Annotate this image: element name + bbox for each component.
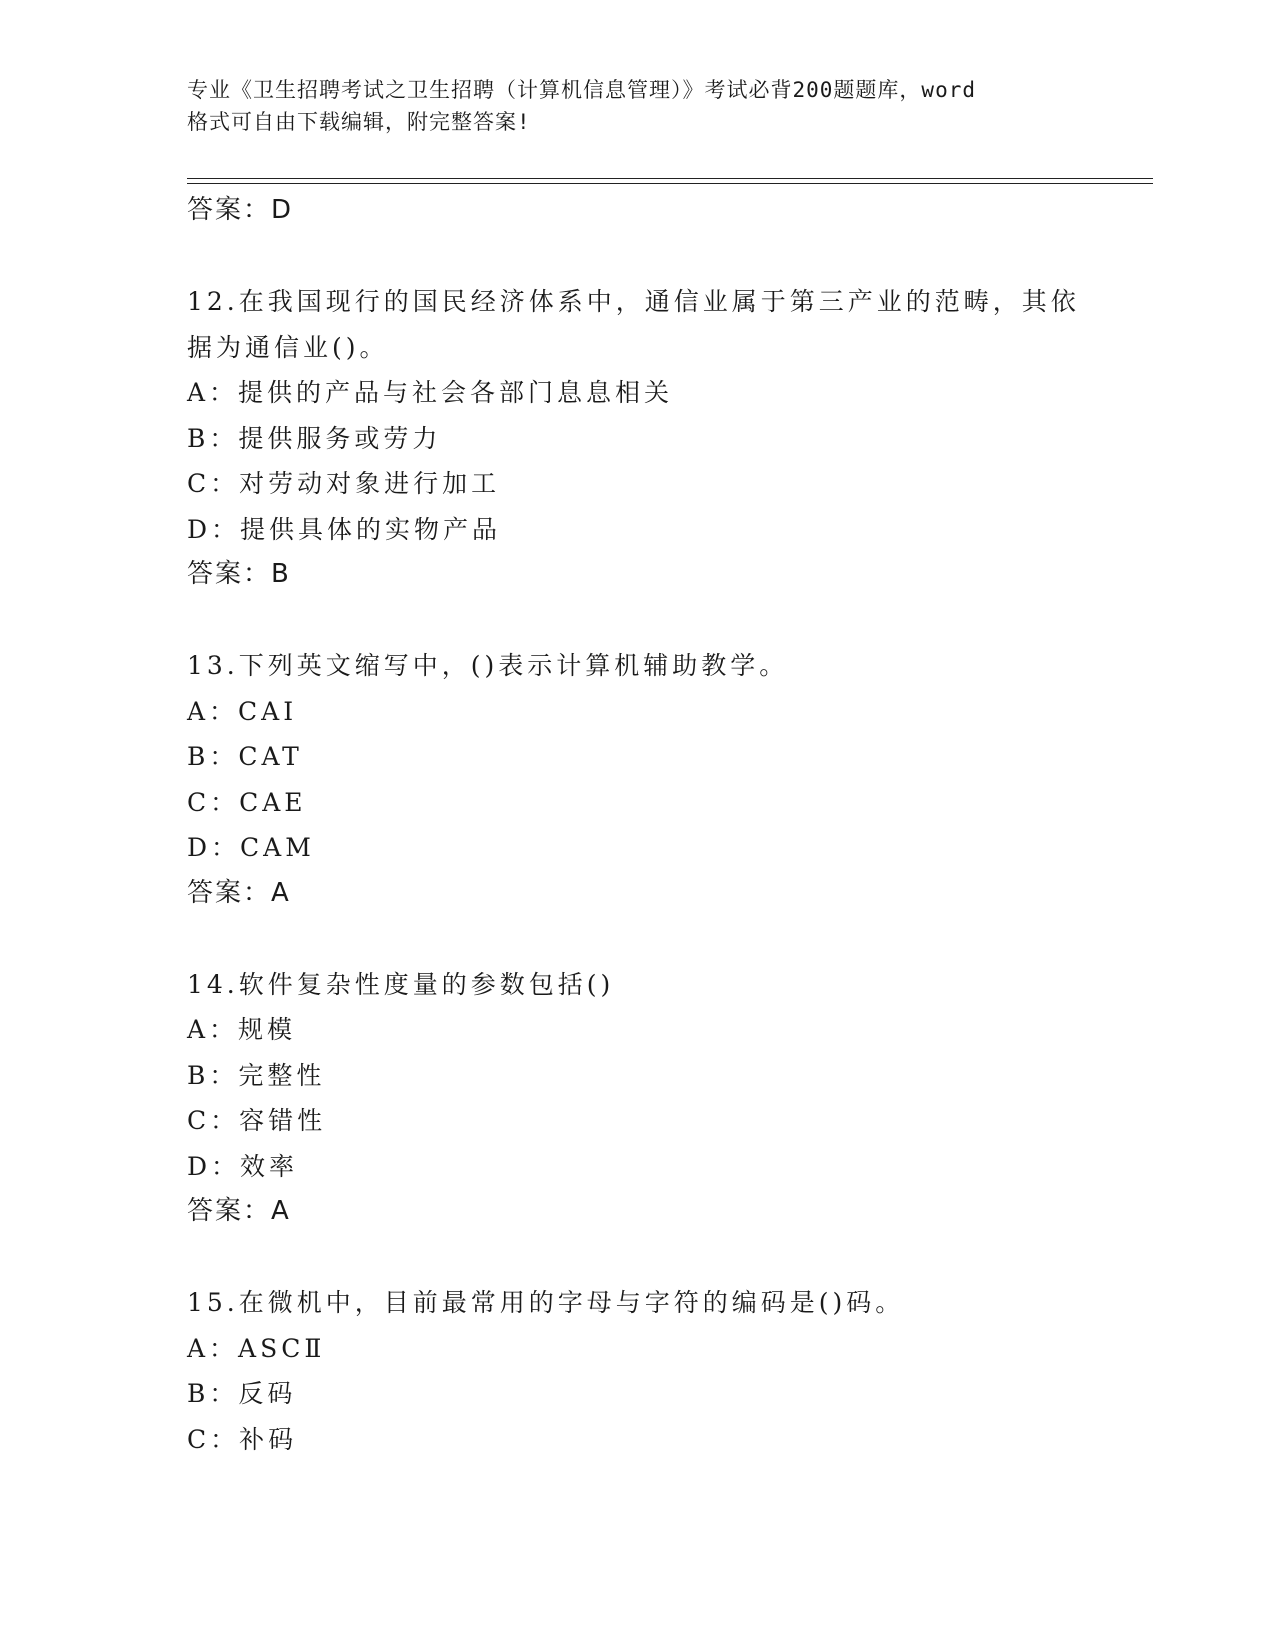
question-text: 13.下列英文缩写中，()表示计算机辅助教学。 (187, 651, 789, 680)
answer-11: 答案：D (187, 195, 294, 225)
option-c: C：补码 (187, 1424, 298, 1454)
header-divider-bottom (187, 183, 1153, 184)
header-divider-top (187, 178, 1153, 179)
question-text: 14.软件复杂性度量的参数包括() (187, 969, 615, 999)
option-a: A：CAI (187, 696, 298, 726)
option-a: A：ASCⅡ (187, 1333, 326, 1363)
option-b: B：提供服务或劳力 (187, 423, 442, 453)
question-13 (187, 643, 1153, 916)
header-line-2: 格式可自由下载编辑，附完整答案! (187, 110, 531, 134)
answer: 答案：A (187, 877, 291, 908)
document-header (187, 74, 1087, 138)
option-c: C：对劳动对象进行加工 (187, 469, 501, 498)
answer: 答案：A (187, 1196, 291, 1226)
question-text: 15.在微机中，目前最常用的字母与字符的编码是()码。 (187, 1288, 905, 1317)
document-body (187, 188, 1153, 1462)
question-text: 12.在我国现行的国民经济体系中，通信业属于第三产业的范畴，其依 (187, 287, 1080, 316)
option-d: D：提供具体的实物产品 (187, 514, 502, 544)
question-12 (187, 279, 1153, 598)
answer: 答案：B (187, 559, 291, 589)
option-b: B：反码 (187, 1379, 297, 1408)
option-c: C：CAE (187, 787, 307, 817)
question-14 (187, 962, 1153, 1235)
option-b: B：CAT (187, 742, 303, 771)
option-b: B：完整性 (187, 1060, 326, 1090)
question-15 (187, 1280, 1153, 1462)
option-d: D：效率 (187, 1151, 299, 1181)
option-d: D：CAM (187, 833, 315, 862)
option-a: A：提供的产品与社会各部门息息相关 (187, 378, 674, 407)
option-c: C：容错性 (187, 1106, 327, 1135)
header-line-1: 专业《卫生招聘考试之卫生招聘（计算机信息管理）》考试必背200题题库，word (187, 78, 976, 102)
option-a: A：规模 (187, 1015, 297, 1044)
question-text-cont: 据为通信业()。 (187, 332, 389, 362)
